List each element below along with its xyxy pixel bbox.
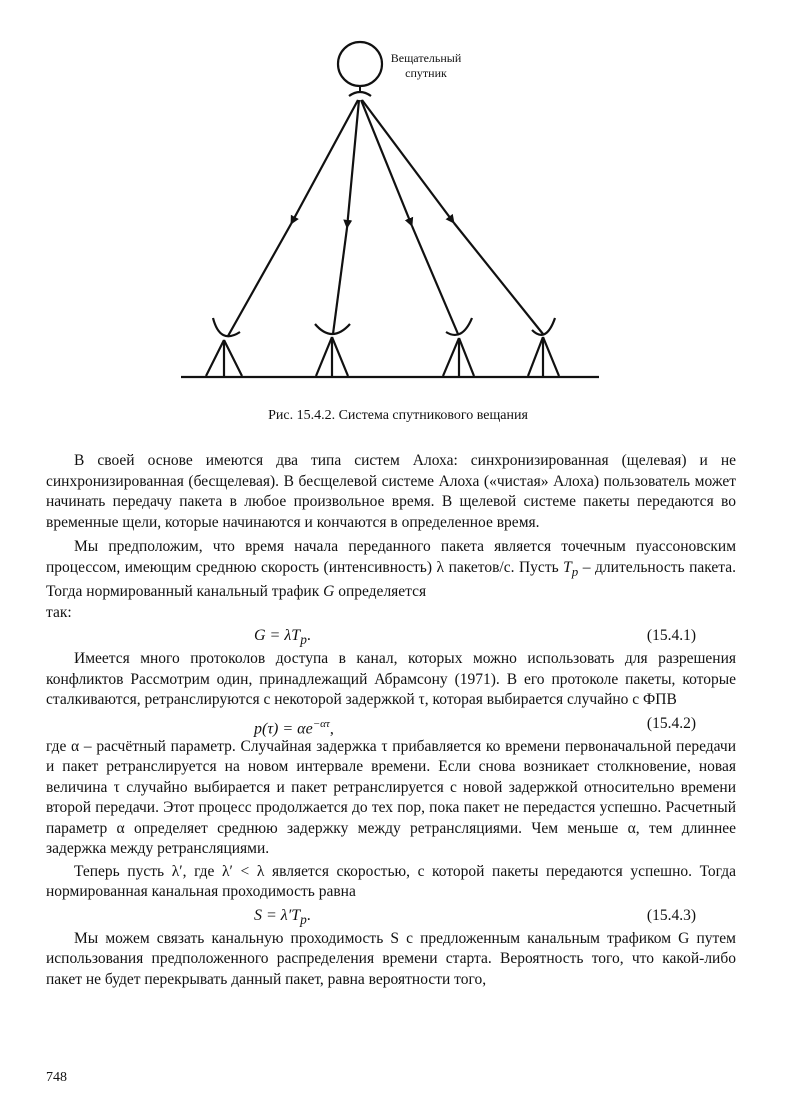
paragraph-4: где α – расчётный параметр. Случайная задержка τ прибавляется ко времени первоначальной передачи и пакет ретранслируется на новом интервале времени. Если снова возникает столкновение, новая величина τ случайно выбирается и пакет ретранслируется с новой задержкой относительно времени второй передачи. Этот процесс продолжается до тех пор, пока пакет не передастся успешно. Расчетный параметр α определяет среднюю задержку между ретрансляциями. Чем меньше α, тем длиннее задержка между ретрансляциями. <box>46 737 736 858</box>
paragraph-2-tail: так: <box>46 603 72 621</box>
ground-station-3 <box>443 318 474 376</box>
equation-1-number: (15.4.1) <box>646 627 696 645</box>
equation-15-4-1 <box>46 623 736 649</box>
paragraph-3: Имеется много протоколов доступа в канал, которых можно использовать для разрешения конфликтов Рассмотрим один, принадлежащий Абрамсону (1971). В его протоколе пакеты, которые сталкиваются, ретранслируются с некоторой задержкой τ, которая выбирается случайно с ФПВ <box>46 650 736 709</box>
symbol-g: G <box>323 583 335 601</box>
page-number: 748 <box>46 1070 67 1085</box>
paragraph-2-text-a: Мы предположим, что время начала переданного пакета является точечным пуассоновским процессом, имеющим среднюю скорость (интенсивность) λ пакетов/с. Пусть <box>46 538 736 576</box>
beam-2 <box>333 100 359 334</box>
satellite-body <box>338 42 382 86</box>
satellite-label <box>386 51 466 81</box>
symbol-tp: T <box>563 558 572 576</box>
equation-2-number: (15.4.2) <box>646 714 696 732</box>
symbol-tp-sub: p <box>571 563 579 579</box>
satellite-label-line2: спутник <box>405 66 447 80</box>
beam-4 <box>362 100 543 334</box>
paragraph-1: В своей основе имеются два типа систем Алоха: синхронизированная (щелевая) и не синхронизированная (бесщелевая). В бесщелевой системе Алоха («чистая» Алоха) пользователь может начинать передачу пакета в любое произвольное время. В щелевой системе пакеты передаются во временные щели, которые начинаются и кончаются в определенное время. <box>46 452 736 531</box>
equation-1-formula: $G = \lambda T_p$. <box>254 627 311 648</box>
equation-3-number: (15.4.3) <box>646 906 696 924</box>
body-text <box>46 451 736 990</box>
paragraph-2-text-c: определяется <box>334 583 427 601</box>
ground-station-4 <box>528 318 559 376</box>
equation-15-4-3 <box>46 903 736 929</box>
equation-15-4-2 <box>46 711 736 737</box>
figure-caption: Рис. 15.4.2. Система спутникового вещания <box>268 408 528 423</box>
ground-station-1 <box>206 318 242 376</box>
paragraph-2-text-b: – длительность пакета. Тогда нормированный канальный трафик <box>46 558 736 601</box>
equation-2-formula: $p(\tau) = \alpha e^{-\alpha\tau}$, <box>254 717 334 737</box>
satellite-label-line1: Вещательный <box>390 51 462 65</box>
paragraph-5: Теперь пусть λ′, где λ′ < λ является скоростью, с которой пакеты передаются успешно. Тогда нормированная канальная проходимость равна <box>46 862 736 901</box>
paragraph-6: Мы можем связать канальную проходимость S с предложенным канальным трафиком G путем использования предположенного распределения времени старта. Вероятность того, что какой-либо пакет не будет перекрывать данный пакет, равна вероятности того, <box>46 929 736 988</box>
equation-3-formula: $S = \lambda'T_p$. <box>254 906 311 927</box>
paragraph-2 <box>46 537 736 603</box>
beam-3 <box>361 100 458 334</box>
